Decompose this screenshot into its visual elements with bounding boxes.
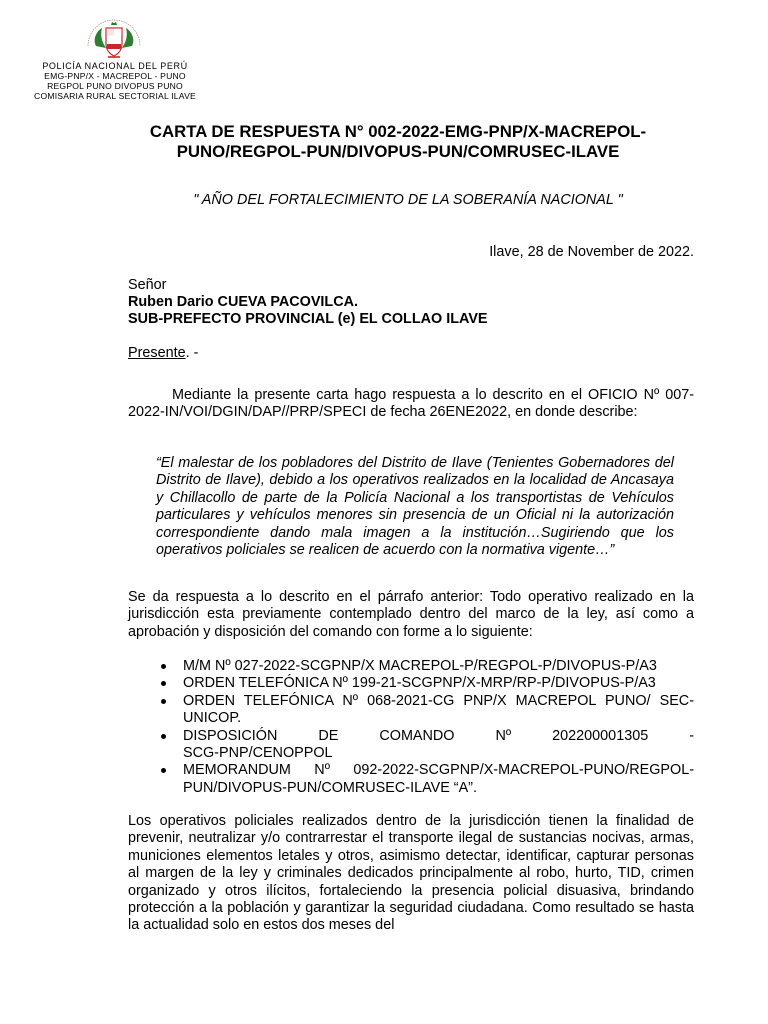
org-line: EMG-PNP/X - MACREPOL - PUNO	[44, 71, 186, 81]
org-line: COMISARIA RURAL SECTORIAL ILAVE	[34, 91, 196, 101]
title-line: PUNO/REGPOL-PUN/DIVOPUS-PUN/COMRUSEC-ILAVE	[176, 142, 620, 161]
list-item: ORDEN TELEFÓNICA Nº 068-2021-CG PNP/X MACREPOL PUNO/ SEC-UNICOP.	[128, 693, 694, 728]
recipient-name: Ruben Dario CUEVA PACOVILCA.	[128, 294, 358, 310]
list-item: ORDEN TELEFÓNICA Nº 199-21-SCGPNP/X-MRP/RP-P/DIVOPUS-P/A3	[128, 675, 694, 692]
paragraph-purpose: Los operativos policiales realizados dentro de la jurisdicción tienen la finalidad de prevenir, neutralizar y/o contrarrestar el transporte ilegal de sustancias nocivas, armas, municiones elementos letales y otros, asimismo detectar, identificar, capturar personas al margen de la ley y criminales dedicados principalmente al robo, hurto, TID, crimen organizado y otros ilícitos, fortaleciendo la presencia policial disuasiva, brindando protección a la población y garantizar la seguridad ciudadana. Como resultado se hasta la actualidad solo en estos dos meses del	[128, 813, 694, 934]
authorization-list	[128, 658, 694, 797]
recipient-title: SUB-PREFECTO PROVINCIAL (e) EL COLLAO ILAVE	[128, 311, 488, 327]
list-item-line: DISPOSICIÓN DE COMANDO Nº 202200001305 -	[183, 727, 694, 744]
letter-date: Ilave, 28 de November de 2022.	[489, 244, 694, 260]
quoted-complaint: “El malestar de los pobladores del Distrito de Ilave (Tenientes Gobernadores del Distrito de Ilave), debido a los operativos realizados en la localidad de Ancasaya y Chillacollo de parte de la Policía Nacional a los transportistas de Vehículos particulares y vehículos menores sin presencia de un Oficial ni la autorización correspondiente dando mala imagen a la institución…Sugiriendo que los operativos policiales se realicen de acuerdo con la normativa vigente…”	[156, 455, 674, 559]
national-seal-icon	[82, 12, 146, 64]
list-item: MEMORANDUM Nº 092-2022-SCGPNP/X-MACREPOL-PUNO/REGPOL-PUN/DIVOPUS-PUN/COMRUSEC-ILAVE “A”.	[128, 762, 694, 797]
paragraph-intro: Mediante la presente carta hago respuesta a lo descrito en el OFICIO Nº 007-2022-IN/VOI/DGIN/DAP//PRP/SPECI de fecha 26ENE2022, en donde describe:	[128, 387, 694, 421]
presente-word: Presente	[128, 345, 186, 361]
presente-suffix: . -	[185, 345, 199, 361]
organization-header	[30, 61, 200, 101]
paragraph-response: Se da respuesta a lo descrito en el párrafo anterior: Todo operativo realizado en la jurisdicción esta previamente contemplado dentro del marco de la ley, así como a aprobación y disposición del comando con forme a lo siguiente:	[128, 589, 694, 640]
title-line: CARTA DE RESPUESTA N° 002-2022-EMG-PNP/X-MACREPOL-	[149, 122, 647, 141]
year-motto: " AÑO DEL FORTALECIMIENTO DE LA SOBERANÍA NACIONAL "	[193, 192, 623, 208]
org-line: POLICÍA NACIONAL DEL PERÚ	[42, 61, 188, 71]
org-line: REGPOL PUNO DIVOPUS PUNO	[47, 81, 183, 91]
recipient-block	[128, 277, 488, 328]
presente-line	[128, 345, 198, 361]
salutation: Señor	[128, 277, 167, 293]
list-item	[128, 728, 694, 763]
list-item: M/M Nº 027-2022-SCGPNP/X MACREPOL-P/REGPOL-P/DIVOPUS-P/A3	[128, 658, 694, 675]
list-item-line: SCG-PNP/CENOPPOL	[183, 745, 333, 762]
document-title	[128, 122, 668, 162]
